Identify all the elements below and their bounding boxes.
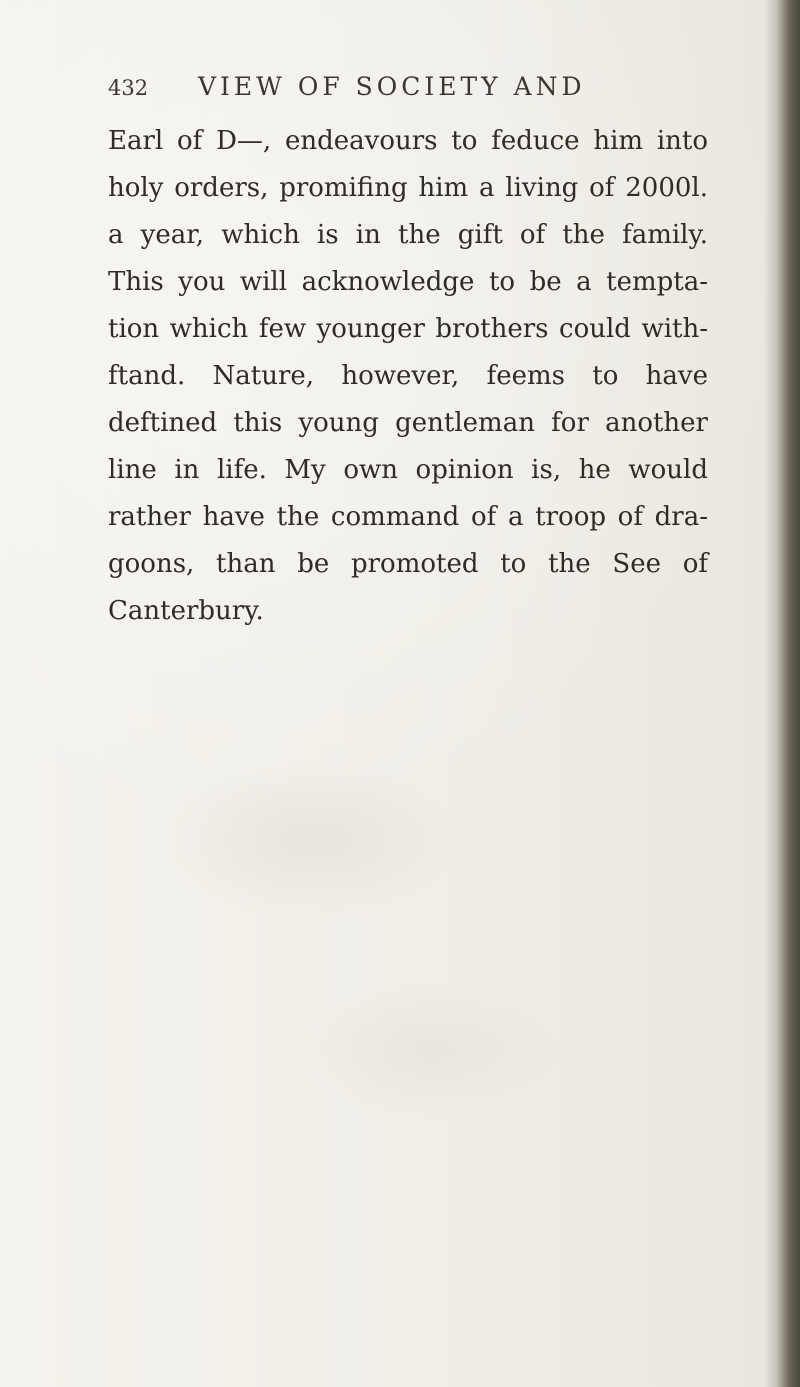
page-number: 432 <box>108 76 149 100</box>
text-line: ftand. Nature, however, feems to have <box>108 361 708 391</box>
body-paragraph <box>108 118 708 635</box>
page-smudge <box>160 760 460 920</box>
text-line: deftined this young gentleman for another <box>108 408 708 438</box>
text-line: Canterbury. <box>108 596 264 626</box>
text-line: This you will acknowledge to be a tempta- <box>108 267 708 297</box>
running-title: VIEW OF SOCIETY AND <box>198 72 586 101</box>
text-line: holy orders, promifing him a living of 2000l. <box>108 173 708 203</box>
text-line: a year, which is in the gift of the family. <box>108 220 708 250</box>
running-header <box>108 72 668 112</box>
text-line: line in life. My own opinion is, he would <box>108 455 708 485</box>
page-edge-shadow <box>764 0 800 1387</box>
page-smudge <box>300 980 560 1120</box>
text-line: Earl of D—, endeavours to feduce him into <box>108 126 708 156</box>
text-line: goons, than be promoted to the See of <box>108 549 708 579</box>
text-line: tion which few younger brothers could with- <box>108 314 708 344</box>
text-line: rather have the command of a troop of dra- <box>108 502 708 532</box>
